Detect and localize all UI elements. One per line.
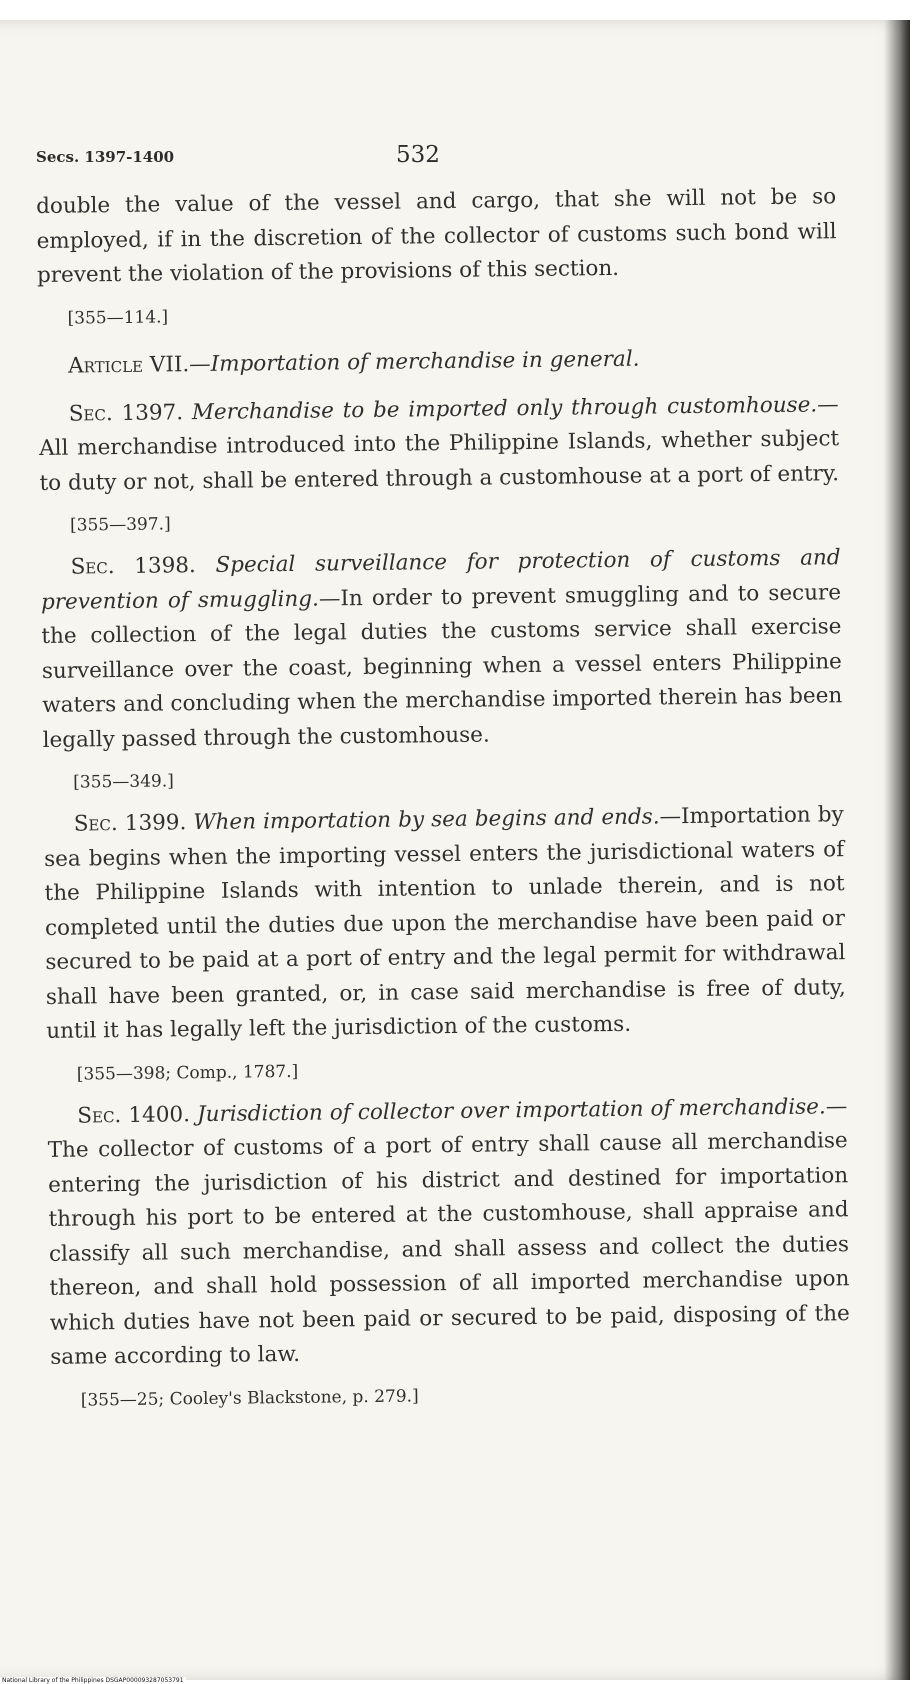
citation: [355—397.] bbox=[69, 514, 171, 536]
page-number: 532 bbox=[396, 142, 440, 168]
article-heading bbox=[68, 340, 838, 383]
section-1398 bbox=[40, 541, 842, 758]
section-body: —All merchandise introduced into the Philippine Islands, whether subject to duty or not, shall be entered through a customhouse at a port of entry. bbox=[39, 391, 840, 496]
section-label: Sec. 1400. bbox=[77, 1101, 191, 1129]
section-title: When importation by sea begins and ends. bbox=[193, 804, 660, 836]
article-title: —Importation of merchandise in general. bbox=[189, 346, 640, 377]
citation: [355—398; Comp., 1787.] bbox=[76, 1061, 299, 1085]
running-head: Secs. 1397-1400 bbox=[36, 148, 175, 166]
citation: [355—114.] bbox=[67, 306, 169, 329]
section-1397 bbox=[39, 388, 840, 501]
citation: [355—349.] bbox=[73, 771, 174, 793]
section-title: Merchandise to be imported only through customhouse. bbox=[191, 391, 818, 425]
article-label: Article VII. bbox=[67, 351, 190, 379]
page-header bbox=[36, 142, 856, 172]
section-body: —The collector of customs of a port of entry shall cause all merchandise entering the jurisdiction of his district and destined for importation through his port to be entered at the customhouse, shall appraise and classify all such merchandise, and shall assess and collect the duties thereon, and shall hold possession of all imported merchandise upon which duties have not been paid or secured to be paid, disposing of the same according to law. bbox=[47, 1093, 850, 1370]
section-label: Sec. 1397. bbox=[68, 399, 184, 427]
digitization-credit: National Library of the Philippines DSGAP000093287053791 bbox=[2, 1677, 184, 1684]
citation: [355—25; Cooley's Blackstone, p. 279.] bbox=[80, 1385, 419, 1411]
section-1400 bbox=[47, 1090, 850, 1376]
page-spine-shadow bbox=[884, 20, 910, 1680]
section-label: Sec. 1398. bbox=[70, 553, 196, 580]
section-label: Sec. 1399. bbox=[73, 810, 187, 837]
page-body bbox=[36, 180, 851, 1425]
section-1399 bbox=[44, 798, 847, 1049]
section-title: Special surveillance for protection of customs and prevention of smuggling. bbox=[40, 545, 841, 615]
section-title: Jurisdiction of collector over importation of merchandise. bbox=[196, 1093, 826, 1127]
book-page bbox=[0, 20, 910, 1680]
continuation-paragraph: double the value of the vessel and cargo, that she will not be so employed, if in the discretion of the collector of customs such bond will prevent the violation of the provisions of this section. bbox=[36, 184, 837, 288]
section-body: —In order to prevent smuggling and to secure the collection of the legal duties the customs service shall exercise surveillance over the coast, beginning when a vessel enters Philippine waters and concluding when the merchandise imported therein has been legally passed through the customhouse. bbox=[41, 579, 843, 753]
section-body: —Importation by sea begins when the importing vessel enters the jurisdictional waters of the Philippine Islands with intention to unlade therein, and is not completed until the duties due upon the merchandise have been paid or secured to be paid at a port of entry and the legal permit for withdrawal shall have been granted, or, in case said merchandise is free of duty, until it has legally left the jurisdiction of the customs. bbox=[44, 802, 846, 1044]
